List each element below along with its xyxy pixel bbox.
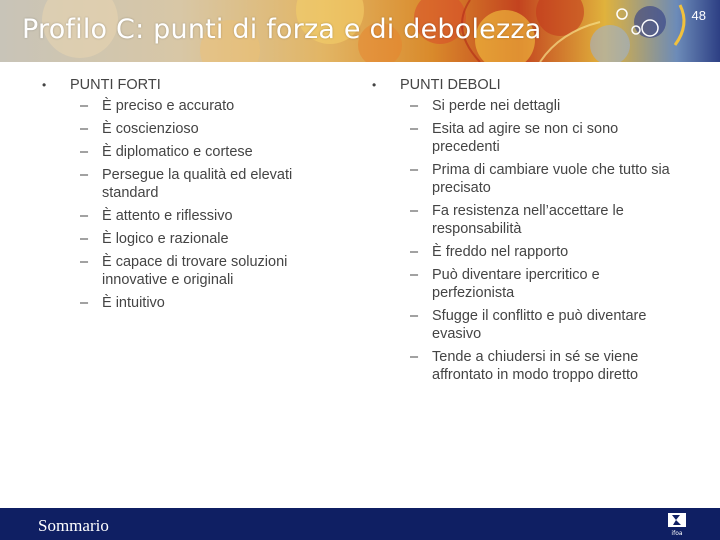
dash-icon: – — [410, 121, 419, 137]
list-item — [80, 207, 338, 225]
weaknesses-heading: PUNTI DEBOLI — [400, 77, 501, 93]
dash-icon: – — [80, 208, 89, 224]
list-item-text: È diplomatico e cortese — [102, 144, 253, 160]
strengths-heading: PUNTI FORTI — [70, 77, 161, 93]
list-item — [410, 161, 678, 197]
slide-number: 48 — [691, 8, 706, 23]
weaknesses-column — [368, 76, 678, 389]
list-item — [80, 230, 338, 248]
dash-icon: – — [410, 267, 419, 283]
ifoa-logo-icon — [666, 512, 688, 536]
footer-bar — [0, 508, 720, 540]
logo-mark-icon — [666, 512, 688, 530]
weaknesses-bullet — [368, 76, 678, 94]
list-item — [80, 253, 338, 289]
list-item-text: È coscienzioso — [102, 121, 199, 137]
list-item-text: Fa resistenza nell’accettare le responsabilità — [432, 203, 624, 237]
dash-icon: – — [410, 349, 419, 365]
bullet-icon: • — [372, 78, 377, 92]
page-title: Profilo C: punti di forza e di debolezza — [22, 14, 542, 45]
list-item — [410, 202, 678, 238]
logo-text: ifoa — [671, 530, 683, 537]
list-item — [410, 120, 678, 156]
list-item — [410, 307, 678, 343]
list-item-text: È freddo nel rapporto — [432, 244, 569, 260]
list-item-text: È intuitivo — [102, 295, 165, 311]
dash-icon: – — [410, 162, 419, 178]
weaknesses-list — [410, 97, 678, 384]
strengths-bullet — [38, 76, 338, 94]
header-banner — [0, 0, 720, 62]
dash-icon: – — [410, 244, 419, 260]
list-item — [410, 97, 678, 115]
list-item — [80, 143, 338, 161]
list-item-text: Tende a chiudersi in sé se viene affrontato in modo troppo diretto — [432, 349, 639, 383]
dash-icon: – — [80, 295, 89, 311]
list-item-text: Si perde nei dettagli — [432, 98, 561, 114]
strengths-column — [38, 76, 338, 317]
list-item-text: È capace di trovare soluzioni innovative e originali — [102, 254, 288, 288]
dash-icon: – — [410, 308, 419, 324]
list-item — [80, 166, 338, 202]
list-item — [410, 243, 678, 261]
dash-icon: – — [410, 98, 419, 114]
list-item — [80, 294, 338, 312]
dash-icon: – — [80, 231, 89, 247]
list-item — [410, 348, 678, 384]
dash-icon: – — [80, 167, 89, 183]
list-item-text: È preciso e accurato — [102, 98, 235, 114]
dash-icon: – — [80, 144, 89, 160]
dash-icon: – — [80, 254, 89, 270]
dash-icon: – — [80, 98, 89, 114]
list-item — [80, 120, 338, 138]
dash-icon: – — [80, 121, 89, 137]
list-item-text: Sfugge il conflitto e può diventare evasivo — [432, 308, 647, 342]
list-item — [410, 266, 678, 302]
list-item-text: Persegue la qualità ed elevati standard — [102, 167, 293, 201]
list-item-text: Esita ad agire se non ci sono precedenti — [432, 121, 619, 155]
list-item — [80, 97, 338, 115]
dash-icon: – — [410, 203, 419, 219]
strengths-list — [80, 97, 338, 312]
bullet-icon: • — [42, 78, 47, 92]
list-item-text: È attento e riflessivo — [102, 208, 233, 224]
summary-link[interactable]: Sommario — [38, 516, 109, 535]
list-item-text: Può diventare ipercritico e perfezionista — [432, 267, 600, 301]
list-item-text: Prima di cambiare vuole che tutto sia precisato — [432, 162, 670, 196]
list-item-text: È logico e razionale — [102, 231, 229, 247]
